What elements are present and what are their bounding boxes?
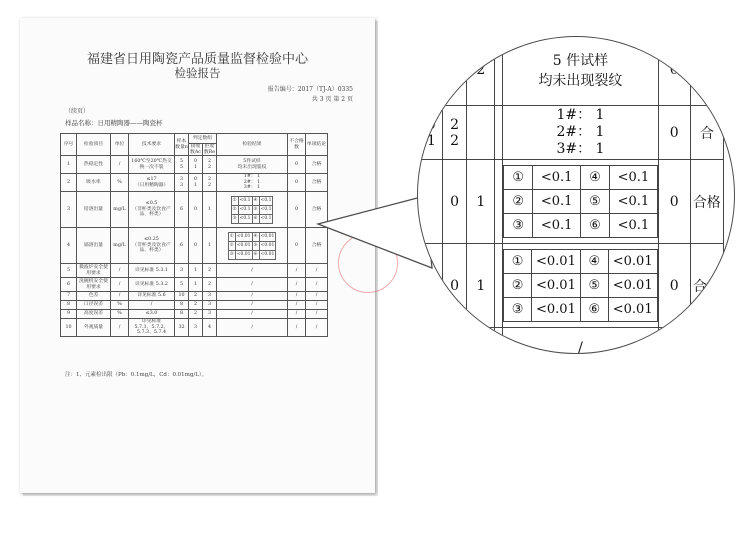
row-ac: 2 xyxy=(189,292,203,301)
row-no: 8 xyxy=(61,301,77,310)
pb-zoom-cell: ⑥ xyxy=(580,214,609,238)
zoom-r1-ac: 1 xyxy=(442,36,467,106)
cd-zoom-cell: ① xyxy=(504,250,532,274)
row-nonconforming: / xyxy=(288,319,306,337)
row-ac: 0 1 xyxy=(189,156,203,174)
pb-zoom-cell: <0.1 xyxy=(610,166,658,190)
header-requirement: 技术要求 xyxy=(129,134,175,156)
cd-zoom-cell: <0.01 xyxy=(531,298,580,322)
zoom-r1-nc: 0 xyxy=(658,36,690,106)
sample-name: 样品名称：日用精陶器——陶瓷杯 xyxy=(65,119,163,127)
cd-zoom-cell: ③ xyxy=(504,298,532,322)
result-cell: ① xyxy=(228,232,235,241)
row-item: 镉溶出量 xyxy=(77,228,111,264)
row-nonconforming: / xyxy=(288,310,306,319)
row-unit: mg/L xyxy=(111,228,129,264)
zoom-cd-results xyxy=(503,244,659,328)
row-no: 2 xyxy=(61,174,77,192)
row-result: / xyxy=(217,301,288,310)
zoom-r4-nc: 0 xyxy=(658,244,690,328)
header-conclusion: 单项结论 xyxy=(306,134,328,156)
zoom-r1-result: 5 件试样 均未出现裂纹 xyxy=(503,36,659,106)
row-conclusion: 合格 xyxy=(306,156,328,174)
result-cell: ⑥ xyxy=(252,214,259,223)
row-unit: / xyxy=(111,292,129,301)
result-cell: ⑤ xyxy=(252,205,259,214)
header-judgement: 判定数组 xyxy=(189,134,217,144)
report-number: 报告编号：2017（TJ-A）0335 xyxy=(267,86,353,93)
result-cell: <0.1 xyxy=(238,205,252,214)
row-sample-size: 10 xyxy=(175,292,189,301)
row-requirement: ≤0.5 （非杯类及饮食产品、杯类） xyxy=(129,192,175,228)
cd-zoom-cell: <0.01 xyxy=(531,250,580,274)
row-re: 3 xyxy=(203,292,217,301)
header-no: 序号 xyxy=(61,134,77,156)
header-re: 拒收数Re xyxy=(203,144,216,155)
row-item: 洗碗机安全使用要求 xyxy=(77,278,111,292)
header-result: 检验结果 xyxy=(217,134,288,156)
row-ac: 0 xyxy=(189,192,203,228)
row-nonconforming: 0 xyxy=(288,228,306,264)
row-unit: / xyxy=(111,264,129,278)
zoom-pb-results xyxy=(503,160,659,244)
row-ac: 0 xyxy=(189,228,203,264)
pb-zoom-cell: ⑤ xyxy=(580,190,609,214)
zoom-r2-col0: 0 1 xyxy=(417,106,442,160)
result-cell: ⑥ xyxy=(252,250,259,259)
result-cell: ④ xyxy=(252,196,259,205)
row-result: / xyxy=(217,264,288,278)
row-unit: / xyxy=(111,156,129,174)
zoom-cd-grid xyxy=(503,249,658,322)
result-cell: <0.01 xyxy=(235,232,252,241)
pb-zoom-cell: ① xyxy=(504,166,533,190)
row-sample-size: 6 xyxy=(175,228,189,264)
pb-zoom-cell: <0.1 xyxy=(533,190,581,214)
row-ac: 2 xyxy=(189,301,203,310)
row-no: 3 xyxy=(61,192,77,228)
row-result: / xyxy=(217,319,288,337)
row-item: 口径误差 xyxy=(77,301,111,310)
continued-label: （续页） xyxy=(65,108,90,115)
row-conclusion: 合格 xyxy=(306,228,328,264)
header-nonconforming: 不合格数 xyxy=(288,134,306,156)
row-nonconforming: / xyxy=(288,278,306,292)
zoom-r2-result: 1#： 1 2#： 1 3#： 1 xyxy=(503,106,659,160)
zoom-r2-ac: 2 2 xyxy=(442,106,467,160)
result-cell: <0.01 xyxy=(235,250,252,259)
row-unit: / xyxy=(111,278,129,292)
result-cell: <0.1 xyxy=(259,205,273,214)
row-result: / xyxy=(217,310,288,319)
row-conclusion: / xyxy=(306,319,328,337)
row-sample-size: 3 3 xyxy=(175,174,189,192)
row-no: 1 xyxy=(61,156,77,174)
zoom-r4-concl: 合格 xyxy=(690,244,723,328)
pb-zoom-cell: ③ xyxy=(504,214,533,238)
row-item: 高度误差 xyxy=(77,310,111,319)
row-result: 1#： 1 2#： 1 3#： 1 xyxy=(217,174,288,192)
cd-zoom-cell: ⑤ xyxy=(580,274,608,298)
row-sample-size: 5 xyxy=(175,278,189,292)
row-re: 2 xyxy=(203,264,217,278)
report-subtitle: 检验报告 xyxy=(174,66,221,80)
row-item: 铅溶出量 xyxy=(77,192,111,228)
cd-zoom-cell: <0.01 xyxy=(608,274,657,298)
row-ac: 1 xyxy=(189,264,203,278)
zoom-r1-re: 2 xyxy=(467,36,495,106)
footnote: 注：1、元素检出限（Pb：0.1mg/L，Cd：0.01mg/L）。 xyxy=(65,372,208,378)
zoom-r3-concl: 合格 xyxy=(690,160,723,244)
result-cell: <0.01 xyxy=(259,250,276,259)
row-conclusion: / xyxy=(306,310,328,319)
row-result: 5件试样 均未出现裂纹 xyxy=(217,156,288,174)
result-cell: <0.01 xyxy=(259,232,276,241)
row-re: 3 xyxy=(203,301,217,310)
result-cell: ③ xyxy=(228,250,235,259)
pb-zoom-cell: <0.1 xyxy=(610,190,658,214)
row-requirement: 160℃至20℃热交换一次不裂 xyxy=(129,156,175,174)
row-conclusion: 合格 xyxy=(306,174,328,192)
result-cell: ② xyxy=(228,241,235,250)
row-result: / xyxy=(217,278,288,292)
row-requirement: ≤17 （日用精陶器） xyxy=(129,174,175,192)
zoom-r3-ac: 0 xyxy=(442,160,467,244)
row-item: 吸水率 xyxy=(77,174,111,192)
cd-zoom-cell: ② xyxy=(504,274,532,298)
header-unit: 单位 xyxy=(111,134,129,156)
row-requirement: ≤3.0 xyxy=(129,310,175,319)
row-unit: mg/L xyxy=(111,192,129,228)
row-ac: 3 xyxy=(189,319,203,337)
row-requirement: 详见标准 5.3.2 xyxy=(129,278,175,292)
zoom-r2-nc: 0 xyxy=(658,106,690,160)
result-cell: ② xyxy=(231,205,238,214)
zoom-r3-nc: 0 xyxy=(658,160,690,244)
row-unit: % xyxy=(111,174,129,192)
row-nonconforming: 0 xyxy=(288,192,306,228)
pb-zoom-cell: <0.1 xyxy=(533,166,581,190)
cd-zoom-cell: <0.01 xyxy=(608,250,657,274)
cd-zoom-cell: ⑥ xyxy=(580,298,608,322)
row-item: 微波炉安全使用要求 xyxy=(77,264,111,278)
row-requirement: 详见标准 5.6 xyxy=(129,292,175,301)
page-info: 共 3 页 第 2 页 xyxy=(311,96,353,103)
row-nonconforming: / xyxy=(288,301,306,310)
row-no: 5 xyxy=(61,264,77,278)
row-sample-size: 8 xyxy=(175,310,189,319)
row-item: 色差 xyxy=(77,292,111,301)
row-ac: 1 xyxy=(189,278,203,292)
row-sample-size: 5 5 xyxy=(175,156,189,174)
row-item: 外观质量 xyxy=(77,319,111,337)
cd-zoom-cell: <0.01 xyxy=(531,274,580,298)
result-cell: <0.1 xyxy=(238,214,252,223)
row-sample-size: 6 xyxy=(175,192,189,228)
row-requirement: / xyxy=(129,301,175,310)
row-conclusion: / xyxy=(306,292,328,301)
zoom-r5-result: / xyxy=(503,328,659,355)
row-nonconforming: / xyxy=(288,292,306,301)
zoom-r4-re: 1 xyxy=(467,244,495,328)
zoom-pb-grid xyxy=(503,165,658,238)
row-no: 4 xyxy=(61,228,77,264)
row-unit: % xyxy=(111,301,129,310)
pb-zoom-cell: <0.1 xyxy=(533,214,581,238)
row-requirement: 详见标准 5.3.1 xyxy=(129,264,175,278)
cd-zoom-cell: <0.01 xyxy=(608,298,657,322)
row-result: / xyxy=(217,292,288,301)
row-item: 热稳定性 xyxy=(77,156,111,174)
row-re: 2 2 xyxy=(203,174,217,192)
row-no: 7 xyxy=(61,292,77,301)
magnified-table xyxy=(417,36,724,354)
row-sample-size: 32 xyxy=(175,319,189,337)
row-sample-size: 3 xyxy=(175,264,189,278)
row-conclusion: 合格 xyxy=(306,192,328,228)
row-re: 2 xyxy=(203,278,217,292)
row-re: 4 xyxy=(203,319,217,337)
zoom-r4-ac: 0 xyxy=(442,244,467,328)
row-ac: 2 xyxy=(189,310,203,319)
row-no: 9 xyxy=(61,310,77,319)
result-cell: <0.1 xyxy=(259,196,273,205)
header-sample-size: 样本数量n xyxy=(175,134,189,156)
row-re: 1 xyxy=(203,192,217,228)
header-item: 检验项目 xyxy=(77,134,111,156)
result-cell: <0.01 xyxy=(235,241,252,250)
row-re: 2 2 xyxy=(203,156,217,174)
result-cell: ④ xyxy=(252,232,259,241)
row-nonconforming: 0 xyxy=(288,156,306,174)
zoom-r3-re: 1 xyxy=(467,160,495,244)
row-conclusion: / xyxy=(306,264,328,278)
pb-zoom-cell: ② xyxy=(504,190,533,214)
result-cell: ① xyxy=(231,196,238,205)
magnified-detail xyxy=(417,36,735,354)
row-nonconforming: / xyxy=(288,264,306,278)
zoom-r2-concl: 合 xyxy=(690,106,723,160)
result-cell: <0.1 xyxy=(259,214,273,223)
row-conclusion: / xyxy=(306,278,328,292)
result-cell: <0.1 xyxy=(238,196,252,205)
row-no: 10 xyxy=(61,319,77,337)
result-cell: ⑤ xyxy=(252,241,259,250)
row-requirement: 详见标准 5.7.1、5.7.2、5.7.3、5.7.4 xyxy=(129,319,175,337)
result-cell: ③ xyxy=(231,214,238,223)
zoom-r5-re: 2 xyxy=(467,328,495,355)
row-re: 1 xyxy=(203,228,217,264)
zoom-r5-nc: / xyxy=(658,328,690,355)
cd-zoom-cell: ④ xyxy=(580,250,608,274)
pb-zoom-cell: <0.1 xyxy=(610,214,658,238)
row-unit: % xyxy=(111,310,129,319)
row-sample-size: 8 xyxy=(175,301,189,310)
row-requirement: ≤0.25 （非杯类及饮食产品、杯类） xyxy=(129,228,175,264)
pb-zoom-cell: ④ xyxy=(580,166,609,190)
row-nonconforming: 0 xyxy=(288,174,306,192)
result-cell: <0.01 xyxy=(259,241,276,250)
row-conclusion: / xyxy=(306,301,328,310)
row-no: 6 xyxy=(61,278,77,292)
row-unit: / xyxy=(111,319,129,337)
row-ac: 0 1 xyxy=(189,174,203,192)
row-re: 3 xyxy=(203,310,217,319)
report-title: 福建省日用陶瓷产品质量监督检验中心 xyxy=(86,52,308,67)
header-ac: 接收数Ac xyxy=(190,144,201,155)
